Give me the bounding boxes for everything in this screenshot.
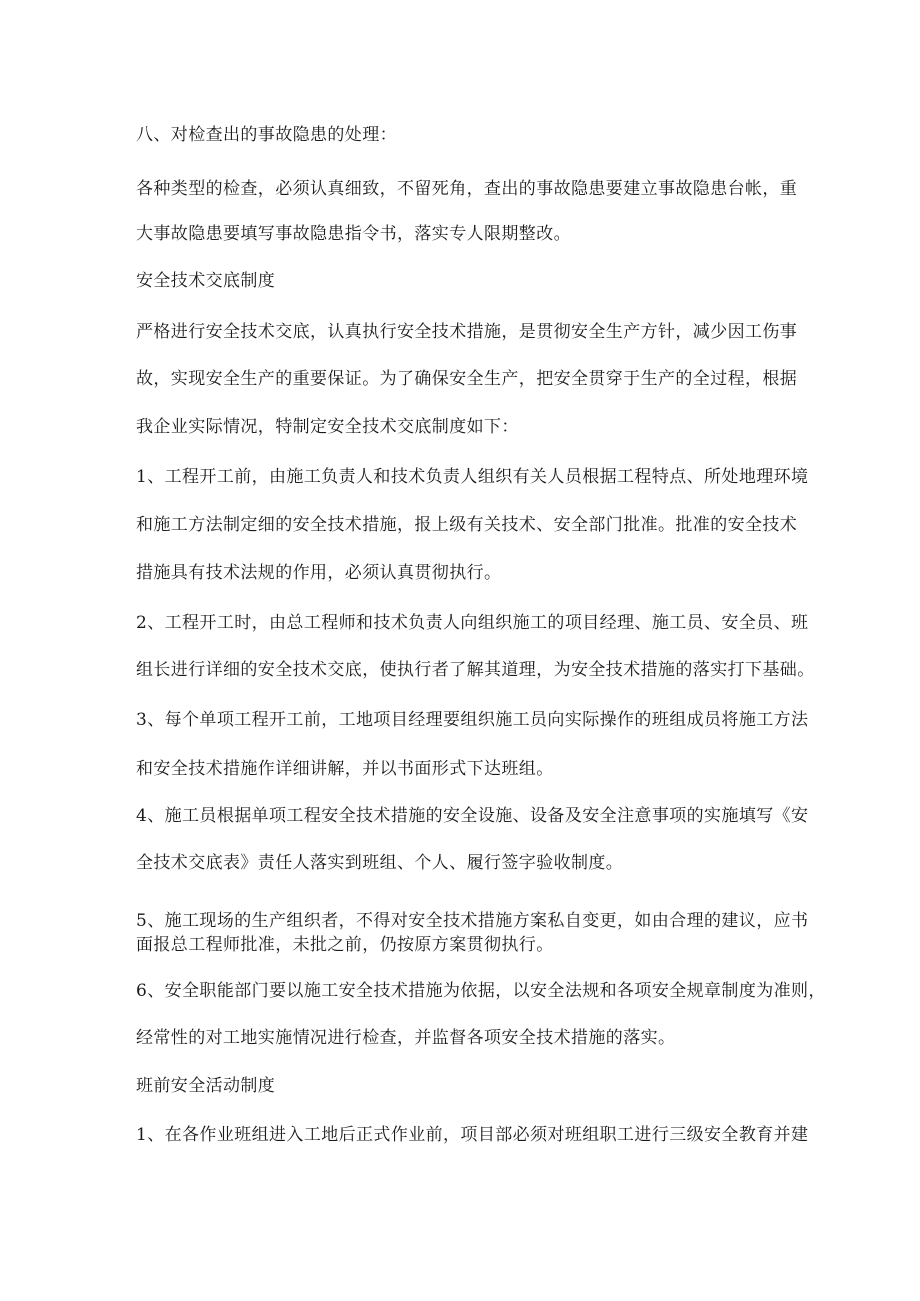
list-item-2: 2、工程开工时，由总工程师和技术负责人向组织施工的项目经理、施工员、安全员、班 — [136, 613, 809, 633]
list-item-5: 5、施工现场的生产组织者，不得对安全技术措施方案私自变更，如由合理的建议，应书 — [136, 911, 809, 931]
section-heading-technical-briefing: 安全技术交底制度 — [136, 271, 276, 291]
list-item-3: 3、每个单项工程开工前，工地项目经理要组织施工员向实际操作的班组成员将施工方法 — [136, 710, 809, 730]
paragraph-line: 和安全技术措施作详细讲解，并以书面形式下达班组。 — [136, 759, 554, 779]
section-heading-hazard-handling: 八、对检查出的事故隐患的处理： — [136, 125, 397, 145]
paragraph-line: 故，实现安全生产的重要保证。为了确保安全生产，把安全贯穿于生产的全过程，根据 — [136, 369, 798, 389]
paragraph-line: 大事故隐患要填写事故隐患指令书，落实专人限期整改。 — [136, 224, 571, 244]
paragraph-line: 措施具有技术法规的作用，必须认真贯彻执行。 — [136, 563, 502, 583]
paragraph-line: 组长进行详细的安全技术交底，使执行者了解其道理，为安全技术措施的落实打下基础。 — [136, 660, 815, 680]
paragraph-line: 经常性的对工地实施情况进行检查，并监督各项安全技术措施的落实。 — [136, 1028, 676, 1048]
paragraph-line: 面报总工程师批准，未批之前，仍按原方案贯彻执行。 — [136, 935, 554, 955]
list-item-1: 1、工程开工前，由施工负责人和技术负责人组织有关人员根据工程特点、所处地理环境 — [136, 467, 809, 487]
section-heading-pre-shift-safety: 班前安全活动制度 — [136, 1076, 276, 1096]
paragraph-line: 我企业实际情况，特制定安全技术交底制度如下： — [136, 417, 519, 437]
paragraph-line: 和施工方法制定细的安全技术措施，报上级有关技术、安全部门批准。批准的安全技术 — [136, 515, 798, 535]
list-item-4: 4、施工员根据单项工程安全技术措施的安全设施、设备及安全注意事项的实施填写《安 — [136, 806, 809, 826]
list-item-1: 1、在各作业班组进入工地后正式作业前，项目部必须对班组职工进行三级安全教育并建 — [136, 1125, 809, 1145]
list-item-6: 6、安全职能部门要以施工安全技术措施为依据，以安全法规和各项安全规章制度为准则， — [136, 981, 826, 1001]
paragraph-line: 各种类型的检查，必须认真细致，不留死角，查出的事故隐患要建立事故隐患台帐，重 — [136, 179, 798, 199]
paragraph-line: 严格进行安全技术交底，认真执行安全技术措施，是贯彻安全生产方针，减少因工伤事 — [136, 322, 798, 342]
paragraph-line: 全技术交底表》责任人落实到班组、个人、履行签字验收制度。 — [136, 853, 624, 873]
